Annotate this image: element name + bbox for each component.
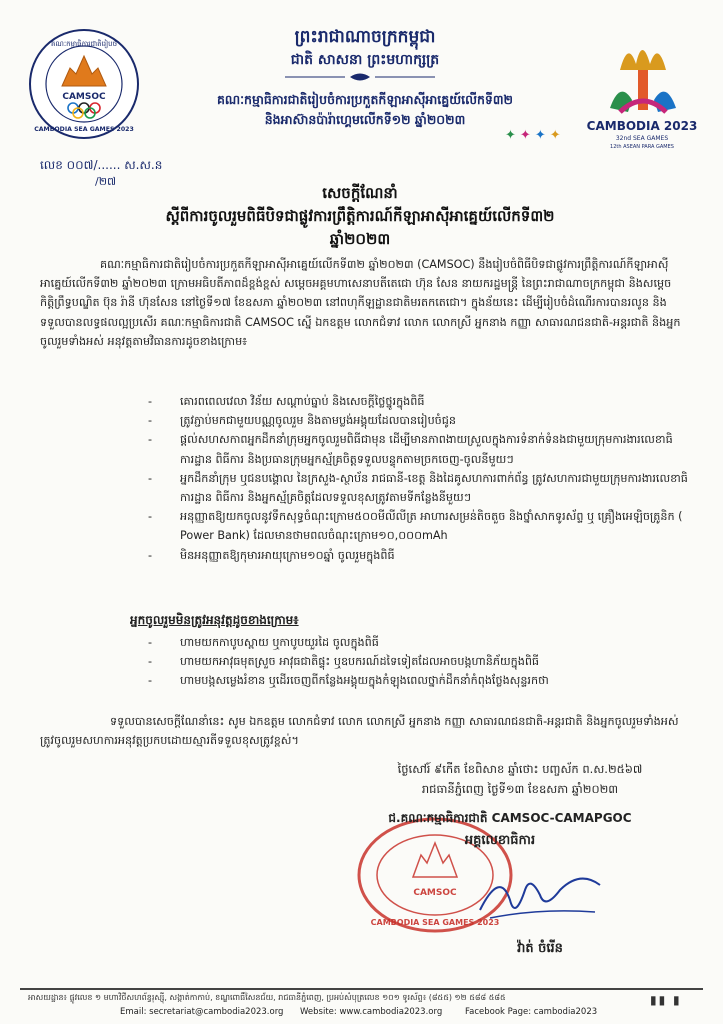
seal-text: CAMBODIA SEA GAMES 2023	[370, 918, 500, 927]
instructions-list	[148, 392, 693, 565]
closing-paragraph: ទទួលបានសេចក្ដីណែនាំនេះ សូម ឯកឧត្តម លោកជំទាវ លោក លោកស្រី អ្នកនាង កញ្ញា សាធារណជនជាតិ-អន្តរជាតិ និងអ្នកចូលរួមទាំងអស់ ត្រូវចូលរួមសហការអនុវត្តប្រកបដោយស្មារតីទទួលខុសត្រូវខ្ពស់។	[40, 715, 679, 748]
document-subject: ស្ដីពីការចូលរួមពិធីបិទជាផ្លូវការព្រឹត្តិការណ៍កីឡាអាស៊ីអាគ្នេយ៍លើកទី៣២	[165, 207, 555, 225]
national-motto: ជាតិ សាសនា ព្រះមហាក្សត្រ	[290, 52, 440, 68]
handwritten-signature	[470, 860, 610, 930]
list-item: - ផ្ដល់សហសកាពអ្នកដឹកនាំក្រុមអ្នកចូលរួមពិធីជាមុន ដើម្បីមានភាពងាយស្រួលក្នុងការទំនាក់ទំនងជាមួយក្រុមការងារលេខាធិការដ្ឋាន ពិធីការ និងប្រធានក្រុមអ្នកស្ម័គ្រចិត្តទទួលបន្ទុកតាមច្រកចេញ-ចូលនីមួយៗ	[148, 430, 693, 468]
camsoc-logo-bottom-text: CAMBODIA SEA GAMES 2023	[34, 126, 134, 133]
list-item: - មិនអនុញ្ញាតឱ្យកុមារអាយុក្រោម១០ឆ្នាំ ចូលរួមក្នុងពិធី	[148, 546, 693, 565]
decorative-stars: ✦✦✦✦	[505, 128, 565, 143]
lunar-date: ថ្ងៃសៅរ៍ ៩កើត ខែពិសាខ ឆ្នាំថោះ បញ្ចស័ក ព.ស.២៥៦៧	[397, 762, 643, 776]
committee-line-2: និងអាស៊ានប៉ារ៉ាហ្គេមលើកទី១២ ឆ្នាំ២០២៣	[264, 112, 466, 127]
reference-number: លេខ ០០៧/...... ស.ស.ន	[40, 158, 163, 172]
prohibitions-list	[148, 633, 693, 691]
footer-facebook: Facebook Page: cambodia2023	[465, 1007, 598, 1017]
document-year: ឆ្នាំ២០២៣	[329, 230, 391, 248]
list-item: - ហាមយកអាវុធមុតស្រួច អាវុធជាតិផ្ទុះ ឬឧបករណ៍ដទៃទៀតដែលអាចបង្កហានិភ័យក្នុងពិធី	[148, 652, 693, 671]
camsoc-logo-ring-text: គណៈកម្មាធិការជាតិរៀបចំ	[50, 40, 118, 48]
list-item: - អ្នកដឹកនាំក្រុម ឬជនបង្គោល នៃក្រសួង-ស្ថាប័ន រាជធានី-ខេត្ត និងដៃគូសហការពាក់ព័ន្ធ ត្រូវសហការជាមួយក្រុមការងារលេខាធិការដ្ឋាន ពិធីការ និងអ្នកស្ម័គ្រចិត្តដែលទទួលខុសត្រូវតាមទីកន្លែងនីមួយៗ	[148, 469, 693, 507]
footer-logos-icon: ▮▮ ▮	[650, 993, 682, 1007]
sea-logo-line1: 32nd SEA GAMES	[615, 135, 669, 142]
signing-organization: ជ.គណៈកម្មាធិការជាតិ CAMSOC-CAMAPGOC	[388, 811, 632, 825]
footer-website: Website: www.cambodia2023.org	[300, 1007, 443, 1017]
list-item: - ហាមបង្កសម្លេងរំខាន ឬដើរចេញពីកន្លែងអង្គុយក្នុងកំឡុងពេលថ្នាក់ដឹកនាំកំពុងថ្លែងសុន្ទរកថា	[148, 671, 693, 690]
reference-sub: /២៧	[95, 175, 117, 188]
ornament-divider	[285, 72, 435, 82]
list-item: - គោរពពេលវេលា វិន័យ សណ្ដាប់ធ្នាប់ និងសេចក្ដីថ្លៃថ្នូរក្នុងពិធី	[148, 392, 693, 411]
signatory-name: វ៉ាត់ ចំរើន	[517, 941, 563, 956]
sea-games-logo	[580, 30, 705, 150]
sea-logo-title: CAMBODIA 2023	[586, 119, 698, 133]
committee-line-1: គណៈកម្មាធិការជាតិរៀបចំការប្រកួតកីឡាអាស៊ីអាគ្នេយ៍លើកទី៣២	[217, 92, 513, 107]
list-item: - ហាមយកកាបូបស្ពាយ ឬកាបូបយួរដៃ ចូលក្នុងពិធី	[148, 633, 693, 652]
footer-email: Email: secretariat@cambodia2023.org	[120, 1007, 284, 1017]
signatory-title: អគ្គលេខាធិការ	[464, 833, 536, 848]
list-item: - អនុញ្ញាតឱ្យយកចូលនូវទឹកសុទ្ធចំណុះក្រោម៥០០មីលីលីត្រ អាហារសម្រន់តិចតួច និងថ្នាំសាកទូរស័ព្ទ ឬ គ្រឿងអេឡិចត្រូនិក ( Power Bank) ដែលមានថាមពលចំណុះក្រោម១០,០០០mAh	[148, 507, 693, 545]
kingdom-heading: ព្រះរាជាណាចក្រកម្ពុជា	[294, 27, 436, 47]
intro-paragraph: គណៈកម្មាធិការជាតិរៀបចំការប្រកួតកីឡាអាស៊ីអាគ្នេយ៍លើកទី៣២ ឆ្នាំ២០២៣ (CAMSOC) នឹងរៀបចំពិធីបិទជាផ្លូវការព្រឹត្តិការណ៍កីឡាអាស៊ីអាគ្នេយ៍លើកទី៣២ ឆ្នាំ២០២៣ ក្រោមអធិបតីភាពដ៏ខ្ពង់ខ្ពស់ សម្ដេចអគ្គមហាសេនាបតីតេជោ ហ៊ុន សែន នាយករដ្ឋមន្ត្រី នៃព្រះរាជាណាចក្រកម្ពុជា និងសម្ដេចកិត្តិព្រឹទ្ធបណ្ឌិត ប៊ុន រ៉ានី ហ៊ុនសែន នៅថ្ងៃទី១៧ ខែឧសភា ឆ្នាំ២០២៣ នៅពហុកីឡដ្ឋានជាតិមរតកតេជោ។ ក្នុងន័យនេះ ដើម្បីរៀបចំដំណើរការបានរលូន និងទទួលបានលទ្ធផលល្អប្រសើរ គណៈកម្មាធិការជាតិ CAMSOC ស្នើ ឯកឧត្តម លោកជំទាវ លោក លោកស្រី អ្នកនាង កញ្ញា សាធារណជនជាតិ-អន្តរជាតិ និងអ្នកចូលរួមទាំងអស់ អនុវត្តតាមវិធានការដូចខាងក្រោម៖	[40, 258, 681, 348]
footer-address: អាសយដ្ឋាន៖ ផ្លូវលេខ ១ មហាវិថីសហព័ន្ធរុស្ស៊ី, សង្កាត់កាកាប់, ខណ្ឌពោធិ៍សែនជ័យ, រាជធានីភ្នំពេញ, ប្រអប់សំបុត្រលេខ ១០១ ទូរស័ព្ទ៖ (៨៥៥) ១២ ៥៨៨ ៥៨៥	[28, 993, 506, 1002]
sea-logo-line2: 12th ASEAN PARA GAMES	[610, 144, 674, 150]
camsoc-logo-name: CAMSOC	[62, 92, 106, 102]
seal-name: CAMSOC	[413, 888, 457, 898]
document-title: សេចក្ដីណែនាំ	[322, 184, 398, 202]
footer-divider	[20, 988, 703, 990]
prohibitions-heading: អ្នកចូលរួមមិនត្រូវអនុវត្តដូចខាងក្រោម៖	[130, 613, 299, 627]
camsoc-logo	[28, 28, 140, 140]
list-item: - ត្រូវភ្ជាប់មកជាមួយបណ្ណចូលរួម និងតាមប្លង់អង្គុយដែលបានរៀបចំជូន	[148, 411, 693, 430]
solar-date: រាជធានីភ្នំពេញ ថ្ងៃទី១៣ ខែឧសភា ឆ្នាំ២០២៣	[421, 782, 619, 796]
